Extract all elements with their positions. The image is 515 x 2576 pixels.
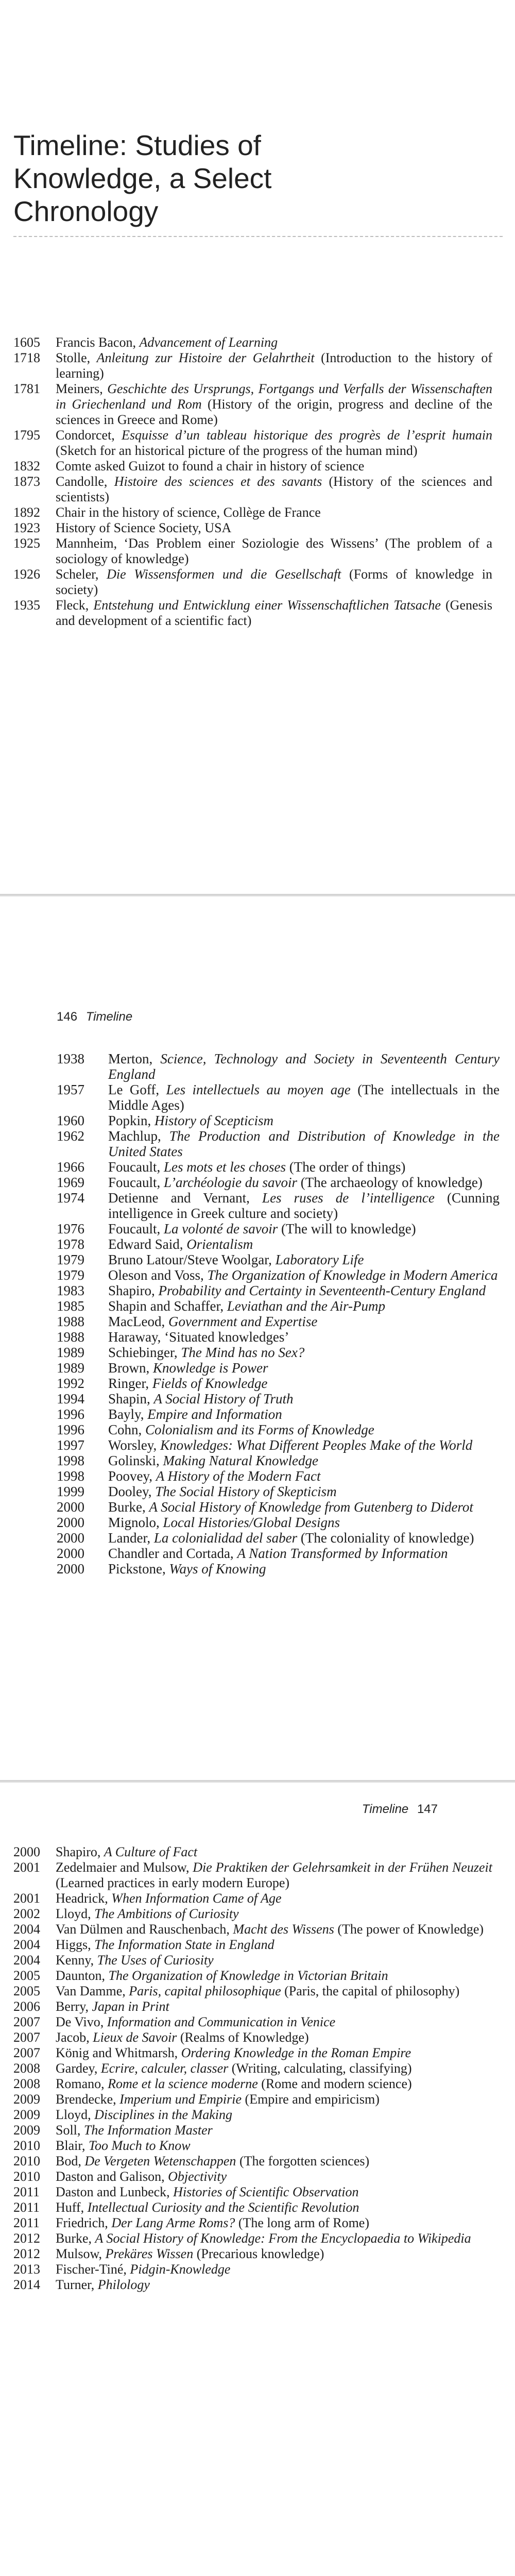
entry-year: 1999: [57, 1484, 84, 1499]
entry-text: Popkin, History of Scepticism: [108, 1113, 273, 1128]
page-3: [0, 1783, 515, 2576]
timeline-entry: [13, 2246, 492, 2262]
timeline-entry: [57, 1437, 500, 1453]
entry-year: 2004: [13, 1953, 40, 1968]
entry-text: Francis Bacon, Advancement of Learning: [56, 335, 278, 350]
entry-year: 1960: [57, 1113, 84, 1128]
timeline-entry: [57, 1314, 500, 1329]
timeline-entry: [57, 1329, 500, 1345]
entry-text: Haraway, ‘Situated knowledges’: [108, 1329, 289, 1345]
timeline-entry: [13, 1968, 492, 1984]
timeline-entry: [13, 2138, 492, 2154]
entry-text: Jacob, Lieux de Savoir (Realms of Knowledge): [56, 2030, 309, 2045]
entry-year: 1988: [57, 1329, 84, 1345]
entry-year: 1978: [57, 1236, 84, 1252]
entry-text: Lloyd, Disciplines in the Making: [56, 2107, 233, 2122]
entry-year: 2000: [57, 1546, 84, 1561]
timeline-entry: [57, 1082, 500, 1113]
page-number: 147: [417, 1802, 438, 1816]
page-1: [0, 0, 515, 896]
entry-text: Blair, Too Much to Know: [56, 2138, 191, 2153]
entry-text: Turner, Philology: [56, 2277, 150, 2292]
timeline-entry: [13, 1953, 492, 1968]
entry-text: Brendecke, Imperium und Empirie (Empire and empiricism): [56, 2092, 380, 2107]
entry-year: 1998: [57, 1468, 84, 1484]
entry-text: Fischer-Tiné, Pidgin-Knowledge: [56, 2262, 231, 2277]
entry-text: Foucault, La volonté de savoir (The will to knowledge): [108, 1221, 416, 1236]
entry-year: 2002: [13, 1906, 40, 1921]
timeline-list-1: [13, 335, 492, 629]
entry-year: 1996: [57, 1422, 84, 1437]
timeline-entry: [13, 1844, 492, 1860]
timeline-entry: [57, 1406, 500, 1422]
entry-year: 2011: [13, 2200, 40, 2215]
entry-year: 1974: [57, 1190, 84, 1206]
timeline-entry: [57, 1236, 500, 1252]
timeline-entry: [13, 1891, 492, 1906]
timeline-entry: [57, 1051, 500, 1082]
entry-text: Comte asked Guizot to found a chair in history of science: [56, 459, 365, 473]
entry-text: Golinski, Making Natural Knowledge: [108, 1453, 318, 1468]
timeline-list-3: [13, 1844, 492, 2293]
timeline-entry: [57, 1360, 500, 1376]
timeline-entry: [57, 1221, 500, 1236]
entry-year: 1997: [57, 1437, 84, 1453]
entry-year: 1935: [13, 598, 40, 613]
entry-year: 2000: [57, 1530, 84, 1546]
entry-year: 2010: [13, 2138, 40, 2153]
entry-year: 1989: [57, 1345, 84, 1360]
entry-year: 1925: [13, 536, 40, 551]
entry-text: De Vivo, Information and Communication in Venice: [56, 2014, 336, 2029]
page-title: Timeline: Studies of Knowledge, a Select Chronology: [13, 129, 272, 227]
timeline-entry: [13, 505, 492, 520]
entry-text: Mignolo, Local Histories/Global Designs: [108, 1515, 340, 1530]
timeline-entry: [13, 1937, 492, 1953]
timeline-entry: [13, 1906, 492, 1922]
timeline-entry: [13, 2123, 492, 2138]
entry-text: Fleck, Entstehung und Entwicklung einer Wissenschaftlichen Tatsache (Genesis and development of a scientific fact): [56, 598, 492, 628]
entry-year: 2011: [13, 2184, 40, 2199]
title-rule: [13, 236, 503, 237]
timeline-entry: [13, 2061, 492, 2076]
entry-text: Van Dülmen and Rauschenbach, Macht des Wissens (The power of Knowledge): [56, 1922, 484, 1937]
entry-year: 1718: [13, 350, 40, 365]
timeline-entry: [57, 1376, 500, 1391]
entry-text: Headrick, When Information Came of Age: [56, 1891, 282, 1906]
entry-year: 1998: [57, 1453, 84, 1468]
entry-text: Merton, Science, Technology and Society in Seventeenth Century England: [108, 1051, 500, 1082]
running-head-label: Timeline: [362, 1802, 409, 1816]
timeline-entry: [57, 1159, 500, 1175]
timeline-entry: [57, 1298, 500, 1314]
entry-year: 2001: [13, 1891, 40, 1906]
entry-year: 2009: [13, 2092, 40, 2107]
entry-year: 2005: [13, 1984, 40, 1998]
entry-text: Ringer, Fields of Knowledge: [108, 1376, 268, 1391]
entry-year: 1988: [57, 1314, 84, 1329]
entry-year: 1985: [57, 1298, 84, 1314]
entry-text: Kenny, The Uses of Curiosity: [56, 1953, 214, 1968]
entry-text: Soll, The Information Master: [56, 2123, 213, 2138]
entry-text: Foucault, Les mots et les choses (The order of things): [108, 1159, 406, 1175]
entry-year: 2007: [13, 2045, 40, 2060]
page-number: 146: [57, 1010, 78, 1024]
entry-year: 2009: [13, 2123, 40, 2138]
entry-year: 2008: [13, 2061, 40, 2076]
timeline-entry: [57, 1283, 500, 1298]
timeline-entry: [13, 2277, 492, 2293]
entry-year: 1795: [13, 428, 40, 443]
timeline-entry: [57, 1468, 500, 1484]
entry-text: Meiners, Geschichte des Ursprungs, Fortgangs und Verfalls der Wissenschaften in Griechenland und Rom (History of the origin, progress and decline of the sciences in Greece and Rome): [56, 381, 493, 427]
timeline-entry: [57, 1499, 500, 1515]
entry-year: 1969: [57, 1175, 84, 1190]
entry-text: History of Science Society, USA: [56, 520, 232, 535]
timeline-entry: [13, 2169, 492, 2184]
running-head-label: Timeline: [85, 1010, 133, 1024]
timeline-entry: [13, 2014, 492, 2030]
entry-text: Le Goff, Les intellectuels au moyen age (The intellectuals in the Middle Ages): [108, 1082, 500, 1113]
entry-text: Condorcet, Esquisse d’un tableau historique des progrès de l’esprit humain (Sketch for an historical picture of the progress of the human mind): [56, 428, 492, 458]
page-2: [0, 896, 515, 1783]
timeline-entry: [13, 381, 492, 428]
entry-text: Machlup, The Production and Distribution of Knowledge in the United States: [108, 1128, 500, 1159]
timeline-entry: [13, 428, 492, 459]
entry-year: 2012: [13, 2246, 40, 2261]
timeline-entry: [13, 2184, 492, 2200]
entry-text: Shapin and Schaffer, Leviathan and the Air-Pump: [108, 1298, 386, 1314]
entry-year: 1976: [57, 1221, 84, 1236]
timeline-entry: [13, 2030, 492, 2045]
timeline-entry: [13, 2215, 492, 2231]
timeline-entry: [13, 459, 492, 474]
entry-text: Gardey, Ecrire, calculer, classer (Writing, calculating, classifying): [56, 2061, 412, 2076]
running-head: [362, 1802, 438, 1817]
entry-text: Brown, Knowledge is Power: [108, 1360, 268, 1376]
entry-year: 1892: [13, 505, 40, 520]
entry-text: Higgs, The Information State in England: [56, 1937, 274, 1952]
entry-text: Van Damme, Paris, capital philosophique (Paris, the capital of philosophy): [56, 1984, 460, 1998]
entry-year: 2000: [57, 1499, 84, 1515]
entry-year: 1962: [57, 1128, 84, 1144]
timeline-entry: [57, 1484, 500, 1499]
timeline-entry: [13, 1922, 492, 1937]
timeline-entry: [13, 1999, 492, 2014]
entry-year: 1992: [57, 1376, 84, 1391]
entry-text: Chair in the history of science, Collège de France: [56, 505, 321, 520]
timeline-entry: [57, 1530, 500, 1546]
entry-text: Oleson and Voss, The Organization of Knowledge in Modern America: [108, 1267, 498, 1283]
entry-year: 1979: [57, 1252, 84, 1267]
timeline-entry: [13, 2076, 492, 2092]
entry-year: 1979: [57, 1267, 84, 1283]
entry-text: Berry, Japan in Print: [56, 1999, 169, 2014]
timeline-list-2: [57, 1051, 500, 1577]
entry-text: Mannheim, ‘Das Problem einer Soziologie des Wissens’ (The problem of a sociology of knowledge): [56, 536, 492, 566]
entry-text: Daston and Galison, Objectivity: [56, 2169, 227, 2184]
entry-year: 2004: [13, 1922, 40, 1937]
timeline-entry: [57, 1561, 500, 1577]
entry-text: Lloyd, The Ambitions of Curiosity: [56, 1906, 239, 1921]
timeline-entry: [13, 335, 492, 350]
timeline-entry: [13, 1984, 492, 1999]
entry-year: 1957: [57, 1082, 84, 1097]
entry-text: MacLeod, Government and Expertise: [108, 1314, 318, 1329]
entry-text: Mulsow, Prekäres Wissen (Precarious knowledge): [56, 2246, 324, 2261]
entry-text: Chandler and Cortada, A Nation Transformed by Information: [108, 1546, 448, 1561]
timeline-entry: [13, 1860, 492, 1891]
entry-text: Schiebinger, The Mind has no Sex?: [108, 1345, 305, 1360]
timeline-entry: [13, 2200, 492, 2215]
entry-year: 2007: [13, 2030, 40, 2045]
timeline-entry: [13, 474, 492, 505]
entry-year: 1983: [57, 1283, 84, 1298]
entry-text: Pickstone, Ways of Knowing: [108, 1561, 266, 1577]
entry-year: 1926: [13, 567, 40, 582]
entry-year: 1996: [57, 1406, 84, 1422]
timeline-entry: [13, 536, 492, 567]
entry-year: 2010: [13, 2169, 40, 2184]
entry-year: 1781: [13, 381, 40, 396]
entry-year: 1966: [57, 1159, 84, 1175]
entry-text: Candolle, Histoire des sciences et des savants (History of the sciences and scientists): [56, 474, 492, 504]
timeline-entry: [13, 2231, 492, 2246]
timeline-entry: [57, 1175, 500, 1190]
entry-text: Burke, A Social History of Knowledge from Gutenberg to Diderot: [108, 1499, 473, 1515]
entry-text: Stolle, Anleitung zur Histoire der Gelahrtheit (Introduction to the history of learning): [56, 350, 493, 381]
entry-year: 2011: [13, 2215, 40, 2230]
timeline-entry: [57, 1128, 500, 1159]
entry-text: Detienne and Vernant, Les ruses de l’intelligence (Cunning intelligence in Greek culture and society): [108, 1190, 500, 1221]
timeline-entry: [57, 1267, 500, 1283]
entry-text: Scheler, Die Wissensformen und die Gesellschaft (Forms of knowledge in society): [56, 567, 492, 597]
timeline-entry: [57, 1422, 500, 1437]
entry-text: Shapiro, A Culture of Fact: [56, 1844, 198, 1859]
entry-year: 2008: [13, 2076, 40, 2091]
entry-text: Zedelmaier and Mulsow, Die Praktiken der Gelehrsamkeit in der Frühen Neuzeit (Learned practices in early modern Europe): [56, 1860, 492, 1890]
entry-year: 1923: [13, 520, 40, 535]
running-head: [57, 1010, 132, 1024]
entry-text: Dooley, The Social History of Skepticism: [108, 1484, 337, 1499]
entry-year: 1605: [13, 335, 40, 350]
entry-text: Lander, La colonialidad del saber (The coloniality of knowledge): [108, 1530, 474, 1546]
entry-text: Burke, A Social History of Knowledge: From the Encyclopaedia to Wikipedia: [56, 2231, 471, 2246]
entry-text: Romano, Rome et la science moderne (Rome and modern science): [56, 2076, 412, 2091]
timeline-entry: [13, 2262, 492, 2277]
entry-text: Shapiro, Probability and Certainty in Seventeenth-Century England: [108, 1283, 486, 1298]
timeline-entry: [57, 1391, 500, 1406]
timeline-entry: [57, 1113, 500, 1128]
entry-text: Shapin, A Social History of Truth: [108, 1391, 294, 1406]
entry-year: 2009: [13, 2107, 40, 2122]
entry-year: 1832: [13, 459, 40, 473]
entry-text: Foucault, L’archéologie du savoir (The archaeology of knowledge): [108, 1175, 483, 1190]
timeline-entry: [13, 520, 492, 536]
entry-text: Huff, Intellectual Curiosity and the Scientific Revolution: [56, 2200, 359, 2215]
entry-text: Poovey, A History of the Modern Fact: [108, 1468, 321, 1484]
entry-text: Daunton, The Organization of Knowledge in Victorian Britain: [56, 1968, 388, 1983]
entry-year: 2000: [13, 1844, 40, 1859]
timeline-entry: [57, 1190, 500, 1221]
entry-text: Edward Said, Orientalism: [108, 1236, 253, 1252]
entry-year: 2007: [13, 2014, 40, 2029]
entry-text: Bayly, Empire and Information: [108, 1406, 282, 1422]
entry-year: 2004: [13, 1937, 40, 1952]
timeline-entry: [13, 350, 492, 381]
entry-text: Friedrich, Der Lang Arme Roms? (The long arm of Rome): [56, 2215, 369, 2230]
entry-year: 2001: [13, 1860, 40, 1875]
entry-year: 2013: [13, 2262, 40, 2277]
entry-text: Bod, De Vergeten Wetenschappen (The forgotten sciences): [56, 2154, 370, 2168]
entry-text: Daston and Lunbeck, Histories of Scientific Observation: [56, 2184, 359, 2199]
entry-year: 2010: [13, 2154, 40, 2168]
entry-year: 2000: [57, 1515, 84, 1530]
timeline-entry: [57, 1252, 500, 1267]
entry-year: 2012: [13, 2231, 40, 2246]
timeline-entry: [13, 2045, 492, 2061]
entry-year: 1989: [57, 1360, 84, 1376]
entry-year: 1994: [57, 1391, 84, 1406]
timeline-entry: [57, 1515, 500, 1530]
timeline-entry: [13, 2092, 492, 2107]
entry-year: 1873: [13, 474, 40, 489]
timeline-entry: [57, 1345, 500, 1360]
entry-year: 2014: [13, 2277, 40, 2292]
timeline-entry: [57, 1546, 500, 1561]
timeline-entry: [13, 598, 492, 629]
entry-year: 1938: [57, 1051, 84, 1066]
entry-text: Cohn, Colonialism and its Forms of Knowledge: [108, 1422, 374, 1437]
timeline-entry: [13, 2154, 492, 2169]
entry-text: König and Whitmarsh, Ordering Knowledge in the Roman Empire: [56, 2045, 411, 2060]
entry-year: 2006: [13, 1999, 40, 2014]
entry-year: 2005: [13, 1968, 40, 1983]
entry-year: 2000: [57, 1561, 84, 1577]
entry-text: Bruno Latour/Steve Woolgar, Laboratory Life: [108, 1252, 364, 1267]
timeline-entry: [57, 1453, 500, 1468]
timeline-entry: [13, 567, 492, 598]
timeline-entry: [13, 2107, 492, 2123]
entry-text: Worsley, Knowledges: What Different Peoples Make of the World: [108, 1437, 473, 1453]
